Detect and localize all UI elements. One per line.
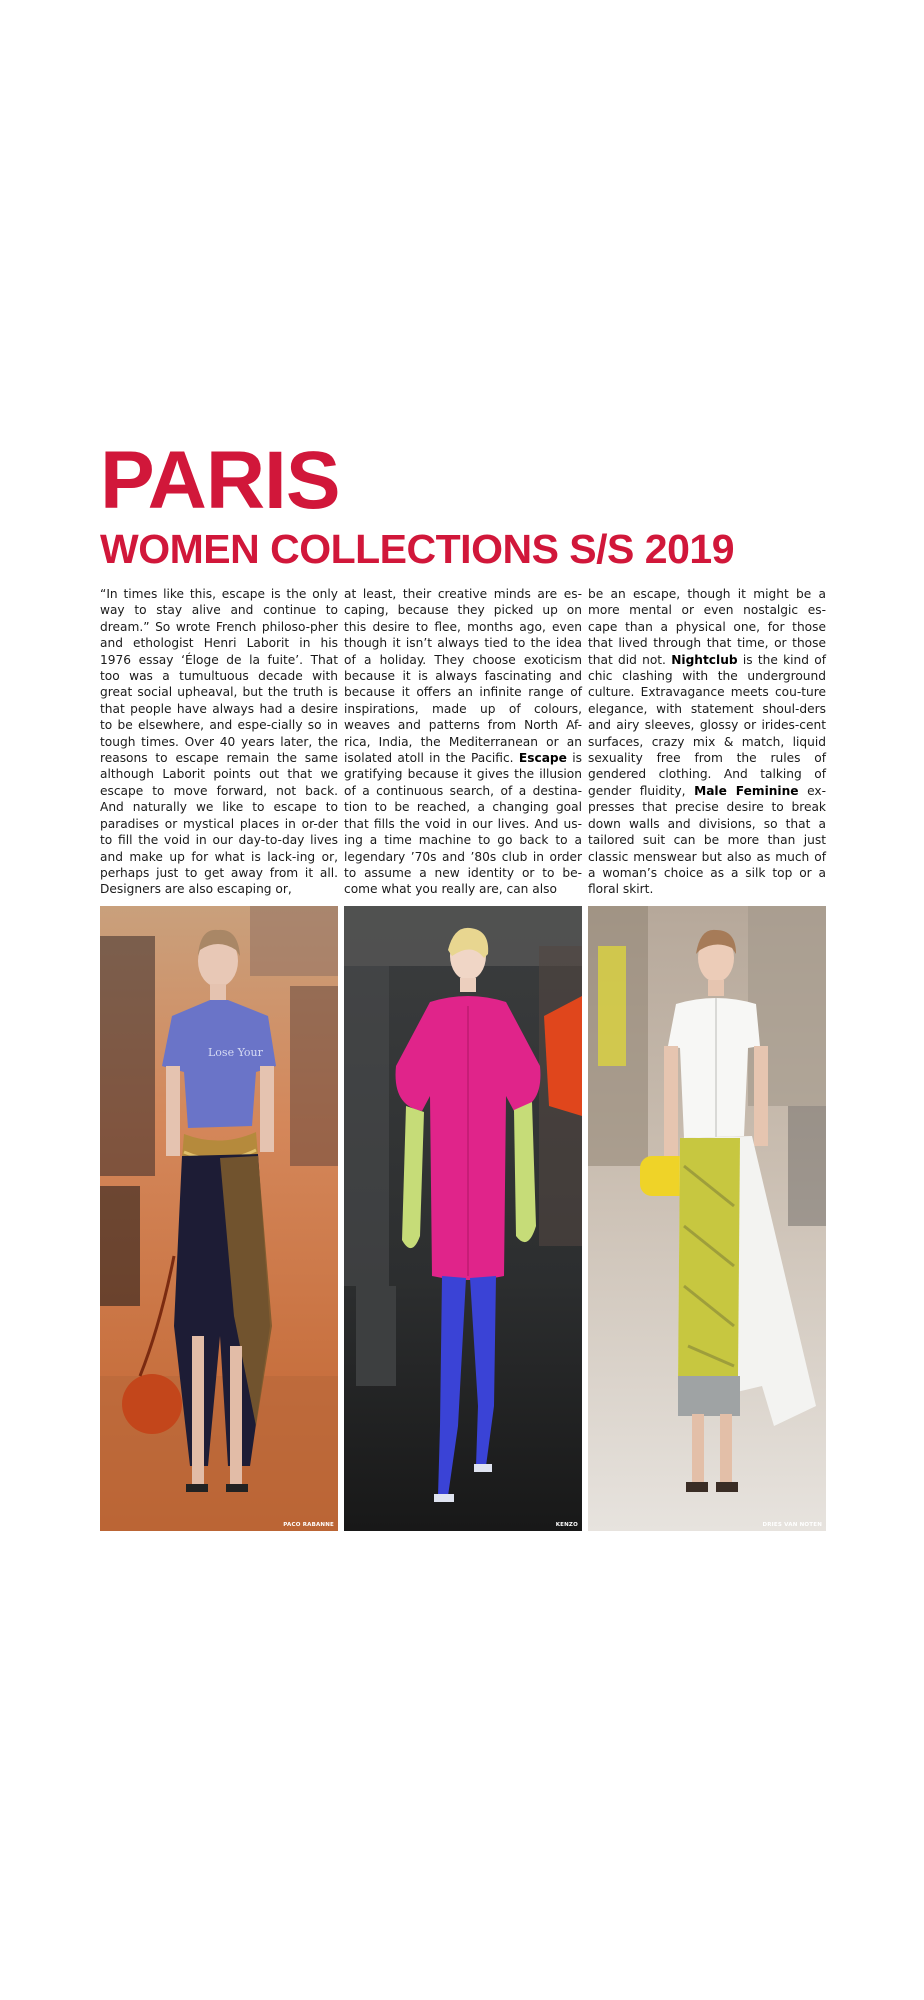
article-page [100,435,826,1531]
photo-credit-2: KENZO [555,1521,578,1528]
col2-text-a: at least, their creative minds are es-caping, because they picked up on this desire to flee, months ago, even though it isn’t always tied to the idea of a holiday. They choose exoticism because it is always fascinating and because it offers an infinite range of inspirations, made up of colours, weaves and patterns from North Af-rica, India, the Mediterranean or an isolated atoll in the Pacific. [344,587,582,766]
photo-paco-rabanne [100,906,338,1531]
photo-kenzo [344,906,582,1531]
male-feminine-keyword: Male Feminine [694,783,799,798]
runway-photo-2 [344,906,582,1531]
text-column-3 [588,586,826,898]
page-title: PARIS [100,435,340,526]
photo-dries-van-noten [588,906,826,1531]
col2-text-b: is gratifying because it gives the illusion of a continuous search, of a destina-tion to be reached, a changing goal that fills the void in our lives. And us-ing a time machine to go back to a legendary ’70s and ’80s club in order to assume a new identity or to be-come what you really are, can also [344,751,582,897]
col3-text-c: ex-presses that precise desire to break down walls and divisions, so that a tailored suit can be more than just classic menswear but also as much of a woman’s choice as a silk top or a floral skirt. [588,783,826,897]
col3-text-a: be an escape, though it might be a more mental or even nostalgic es-cape than a physical one, for those that lived through that time, or those that did not. [588,587,826,667]
runway-photo-1 [100,906,338,1531]
nightclub-keyword: Nightclub [671,652,738,667]
runway-photo-3 [588,906,826,1531]
page-subtitle: WOMEN COLLECTIONS S/S 2019 [100,526,734,572]
text-column-1 [100,586,338,898]
text-column-2 [344,586,582,898]
photo-credit-1: PACO RABANNE [283,1521,334,1528]
tshirt-print: Lose Your [208,1045,263,1059]
col3-text-b: is the kind of chic clashing with the underground culture. Extravagance meets cou-ture elegance, with statement shoul-ders and airy sleeves, glossy or irides-cent surfaces, crazy mix & match, liquid sexuality free from the rules of gendered clothing. And talking of gender fluidity, [588,652,826,798]
escape-keyword: Escape [518,751,567,766]
photo-credit-3: DRIES VAN NOTEN [762,1521,822,1528]
col1-text: “In times like this, escape is the only way to stay alive and continue to dream.” So wrote French philoso-pher and ethologist Henri Laborit in his 1976 essay ‘Éloge de la fuite’. That too was a tumultuous decade with great social upheaval, but the truth is that people have always had a desire to be elsewhere, and espe-cially so in tough times. Over 40 years later, the reasons to escape remain the same although Laborit points out that we escape to move forward, not back. And naturally we like to escape to paradises or mystical places in or-der to fill the void in our day-to-day lives and make up for what is lack-ing or, perhaps just to get away from it all. Designers are also escaping or, [100,587,338,897]
photo-row [100,906,826,1531]
article-body [100,586,826,898]
